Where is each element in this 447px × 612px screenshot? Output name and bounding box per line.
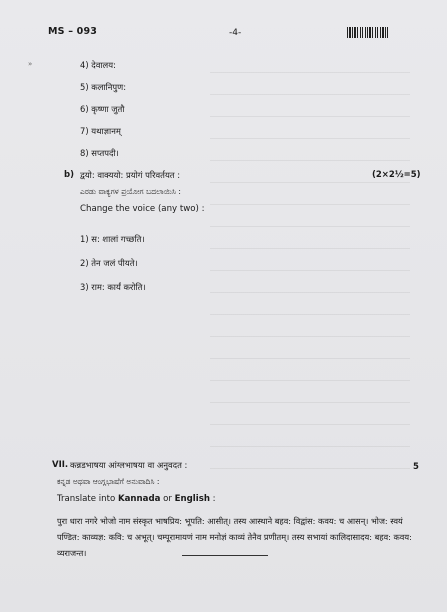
sentence-item: 1) स: शालां गच्छति। bbox=[80, 234, 145, 244]
question-vii-sanskrit: कन्नडभाषया आंग्लभाषया वा अनुवदत : bbox=[70, 460, 188, 470]
margin-mark: » bbox=[28, 60, 33, 68]
barcode-icon bbox=[347, 27, 419, 38]
page-number: -4- bbox=[229, 28, 242, 38]
sentence-item: 2) तेन जलं पीयते। bbox=[80, 258, 138, 268]
end-rule bbox=[182, 555, 268, 556]
sentence-item: 3) राम: कार्यं करोति। bbox=[80, 282, 146, 292]
question-label-b: b) bbox=[64, 170, 74, 180]
marks-b: (2×2½=5) bbox=[372, 170, 421, 180]
list-item: 8) सप्तपदी। bbox=[80, 148, 119, 158]
question-b-kannada: ಎರಡು ವಾಕ್ಯಗಳ ಪ್ರಯೋಗ ಬದಲಾಯಿಸಿ : bbox=[80, 187, 181, 196]
list-item: 7) यथाज्ञानम् bbox=[80, 126, 121, 136]
question-vii-kannada: ಕನ್ನಡ ಅಥವಾ ಆಂಗ್ಲಭಾಷೆಗೆ ಅನುವಾದಿಸಿ : bbox=[57, 477, 160, 486]
question-b-sanskrit: द्वयो: वाक्ययो: प्रयोगं परिवर्तयत : bbox=[80, 170, 181, 180]
translation-passage: पुरा धारा नगरे भोजो नाम संस्कृत भाषप्रिय: भूपति: आसीत्। तस्य आस्थाने बहव: विद्वांस: कवय: च आसन्। भोज: स्वयं पण्डित: काव्यज्ञ: कवि: च अभूत्। चम्पूरामायणं नाम मनोज्ञं काव्यं तेनैव प्रणीतम्। तस्य सभायां कालिदासादय: बहव: कवय: व्यराजन्त। bbox=[57, 516, 412, 558]
barcode-bar bbox=[388, 27, 390, 38]
marks-vii: 5 bbox=[413, 462, 419, 472]
list-item: 5) कलानिपुण: bbox=[80, 82, 127, 92]
question-vii-english: Translate into Kannada or English : bbox=[57, 494, 216, 504]
paper-code: MS – 093 bbox=[48, 26, 98, 37]
question-b-english: Change the voice (any two) : bbox=[80, 204, 205, 214]
list-item: 6) कृष्णा जुतौ bbox=[80, 104, 125, 114]
question-label-vii: VII. bbox=[52, 460, 69, 470]
list-item: 4) देवालय: bbox=[80, 60, 116, 70]
bleed-through-text bbox=[210, 60, 410, 480]
